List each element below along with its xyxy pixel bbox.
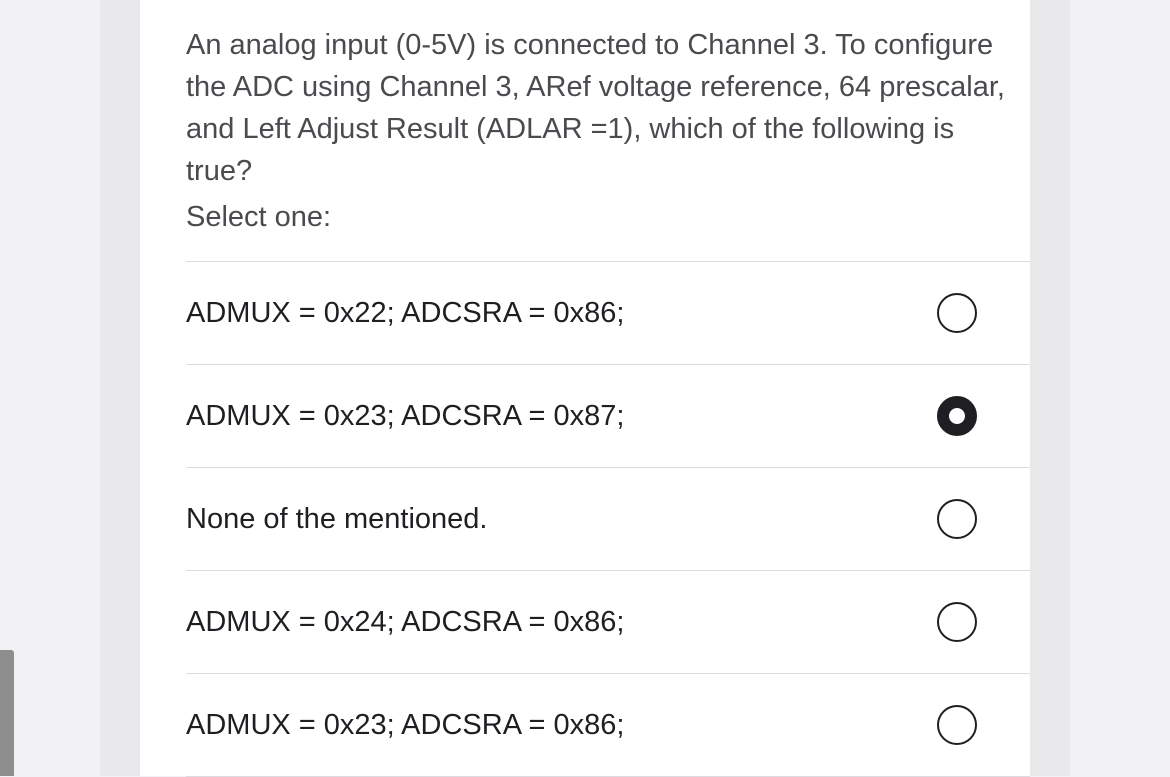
answer-option-label: ADMUX = 0x24; ADCSRA = 0x86; [186, 606, 625, 638]
answer-option-2[interactable] [186, 365, 1030, 468]
left-margin [100, 0, 140, 776]
right-margin [1030, 0, 1070, 776]
question-text: An analog input (0-5V) is connected to Channel 3. To configure the ADC using Channel 3, ARef voltage reference, 64 prescalar, and Left Adjust Result (ADLAR =1), which of the following is true? [186, 29, 1005, 187]
radio-button[interactable] [937, 705, 977, 745]
answer-option-label: None of the mentioned. [186, 503, 488, 535]
answer-option-label: ADMUX = 0x22; ADCSRA = 0x86; [186, 297, 625, 329]
radio-button[interactable] [937, 293, 977, 333]
scroll-indicator [0, 650, 14, 776]
question-card [140, 0, 1030, 776]
radio-button[interactable] [937, 602, 977, 642]
radio-button[interactable] [937, 499, 977, 539]
answer-option-5[interactable] [186, 674, 1030, 777]
answer-option-3[interactable] [186, 468, 1030, 571]
answer-option-1[interactable] [186, 262, 1030, 365]
answer-option-4[interactable] [186, 571, 1030, 674]
select-one-instruction: Select one: [186, 201, 332, 233]
radio-button[interactable] [937, 396, 977, 436]
answer-option-label: ADMUX = 0x23; ADCSRA = 0x86; [186, 709, 625, 741]
answer-option-label: ADMUX = 0x23; ADCSRA = 0x87; [186, 400, 625, 432]
answer-options [186, 261, 1030, 777]
